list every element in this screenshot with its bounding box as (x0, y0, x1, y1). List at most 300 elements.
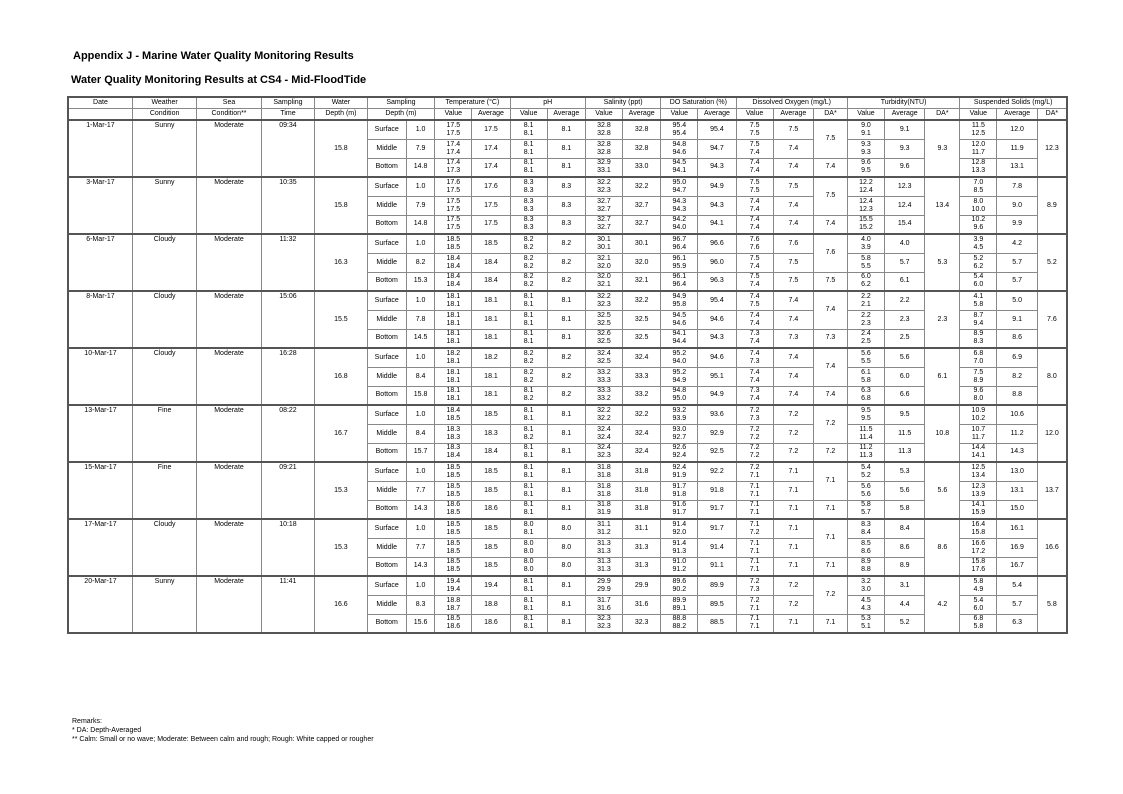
reading-value: 18.4 (446, 262, 461, 270)
weather-cell: Cloudy (132, 291, 196, 348)
reading-value: 18.5 (446, 520, 461, 528)
dissolved-oxygen-values (736, 557, 773, 576)
reading-value: 18.1 (446, 311, 461, 319)
reading-value: 8.1 (523, 501, 534, 509)
reading-value: 18.5 (446, 471, 461, 479)
do-saturation-values (661, 462, 698, 481)
temperature-average: 17.5 (472, 215, 510, 234)
reading-value: 14.1 (971, 501, 986, 509)
turbidity-values (847, 139, 884, 158)
salinity-values (585, 595, 622, 614)
reading-value: 29.9 (597, 585, 611, 593)
level-name-cell: Bottom (367, 557, 406, 576)
header-cell: Temperature (°C) (435, 97, 510, 109)
sampling-depth-cell: 1.0 (406, 291, 434, 310)
turbidity-average: 9.1 (885, 120, 925, 139)
level-name-cell: Bottom (367, 215, 406, 234)
reading-value: 8.2 (523, 281, 534, 289)
turbidity-average: 8.6 (885, 538, 925, 557)
ph-values (510, 424, 547, 443)
reading-value: 8.3 (973, 338, 984, 346)
ph-average: 8.1 (547, 139, 585, 158)
weather-cell: Sunny (132, 177, 196, 234)
do-saturation-values (661, 576, 698, 595)
dissolved-oxygen-values (736, 272, 773, 291)
dissolved-oxygen-bottom-da: 7.4 (814, 386, 848, 405)
reading-value: 12.0 (971, 140, 986, 148)
ph-values (510, 139, 547, 158)
turbidity-values (847, 519, 884, 538)
turbidity-average: 2.3 (885, 310, 925, 329)
reading-value: 92.0 (672, 528, 687, 536)
do-saturation-values (661, 595, 698, 614)
dissolved-oxygen-values (736, 139, 773, 158)
reading-value: 8.2 (523, 273, 534, 281)
temperature-average: 18.1 (472, 367, 510, 386)
turbidity-values (847, 215, 884, 234)
sea-condition-cell: Moderate (197, 405, 261, 462)
sampling-depth-cell: 15.8 (406, 386, 434, 405)
salinity-values (585, 386, 622, 405)
reading-value: 7.4 (749, 205, 760, 213)
reading-value: 96.1 (672, 273, 687, 281)
reading-value: 94.0 (672, 224, 687, 232)
reading-value: 5.2 (973, 254, 984, 262)
reading-value: 8.0 (523, 539, 534, 547)
date-cell: 3-Mar-17 (68, 177, 132, 234)
ph-values (510, 443, 547, 462)
reading-value: 8.2 (523, 395, 534, 403)
reading-value: 4.5 (973, 243, 984, 251)
sampling-depth-cell: 7.9 (406, 196, 434, 215)
suspended-solids-values (960, 519, 997, 538)
salinity-average: 30.1 (623, 234, 661, 253)
remark-da: * DA: Depth-Averaged (72, 727, 142, 734)
ph-average: 8.1 (547, 120, 585, 139)
turbidity-values (847, 196, 884, 215)
do-saturation-average: 92.2 (698, 462, 736, 481)
reading-value: 8.3 (523, 197, 534, 205)
dissolved-oxygen-average: 7.5 (773, 272, 813, 291)
reading-value: 8.1 (523, 167, 534, 175)
dissolved-oxygen-values (736, 443, 773, 462)
reading-value: 32.8 (597, 148, 611, 156)
table-row (68, 234, 1067, 253)
reading-value: 96.4 (672, 281, 687, 289)
reading-value: 18.4 (446, 452, 461, 460)
temperature-values (435, 158, 472, 177)
reading-value: 89.1 (672, 604, 687, 612)
reading-value: 8.1 (523, 615, 534, 623)
reading-value: 10.2 (971, 414, 986, 422)
date-cell: 10-Mar-17 (68, 348, 132, 405)
salinity-average: 31.8 (623, 462, 661, 481)
reading-value: 8.1 (523, 585, 534, 593)
dissolved-oxygen-da: 7.4 (814, 348, 848, 386)
reading-value: 4.3 (861, 604, 871, 612)
suspended-solids-values (960, 253, 997, 272)
header-subcell: Value (960, 109, 997, 121)
ph-values (510, 234, 547, 253)
reading-value: 5.8 (973, 577, 984, 585)
temperature-values (435, 291, 472, 310)
turbidity-average: 5.2 (885, 614, 925, 633)
reading-value: 8.0 (523, 520, 534, 528)
dissolved-oxygen-values (736, 177, 773, 196)
reading-value: 92.6 (672, 444, 687, 452)
ph-average: 8.3 (547, 215, 585, 234)
do-saturation-average: 92.9 (698, 424, 736, 443)
reading-value: 8.1 (523, 292, 534, 300)
suspended-solids-values (960, 557, 997, 576)
reading-value: 18.5 (446, 463, 461, 471)
sampling-depth-cell: 14.5 (406, 329, 434, 348)
do-saturation-average: 89.9 (698, 576, 736, 595)
ph-average: 8.2 (547, 272, 585, 291)
reading-value: 33.2 (597, 395, 611, 403)
sampling-depth-cell: 7.9 (406, 139, 434, 158)
salinity-values (585, 462, 622, 481)
reading-value: 8.2 (523, 262, 534, 270)
reading-value: 7.1 (749, 604, 760, 612)
reading-value: 15.8 (971, 528, 986, 536)
reading-value: 94.1 (672, 330, 687, 338)
reading-value: 11.5 (859, 425, 873, 433)
reading-value: 94.3 (672, 205, 687, 213)
level-name-cell: Middle (367, 253, 406, 272)
reading-value: 88.2 (672, 623, 687, 631)
do-saturation-average: 96.6 (698, 234, 736, 253)
reading-value: 95.0 (672, 178, 687, 186)
reading-value: 7.1 (749, 490, 760, 498)
reading-value: 32.1 (597, 281, 611, 289)
ph-values (510, 329, 547, 348)
reading-value: 11.2 (859, 444, 873, 452)
salinity-average: 32.2 (623, 405, 661, 424)
dissolved-oxygen-values (736, 481, 773, 500)
level-name-cell: Surface (367, 576, 406, 595)
dissolved-oxygen-bottom-da: 7.4 (814, 158, 848, 177)
temperature-average: 18.1 (472, 329, 510, 348)
reading-value: 9.6 (861, 159, 871, 167)
reading-value: 7.4 (749, 159, 760, 167)
reading-value: 8.1 (523, 452, 534, 460)
reading-value: 5.1 (861, 623, 871, 631)
level-name-cell: Middle (367, 196, 406, 215)
turbidity-values (847, 614, 884, 633)
dissolved-oxygen-da: 7.5 (814, 120, 848, 158)
ph-values (510, 177, 547, 196)
reading-value: 7.2 (749, 577, 760, 585)
reading-value: 5.4 (973, 596, 984, 604)
reading-value: 32.5 (597, 338, 611, 346)
turbidity-values (847, 500, 884, 519)
do-saturation-values (661, 120, 698, 139)
dissolved-oxygen-bottom-da: 7.1 (814, 614, 848, 633)
ph-values (510, 253, 547, 272)
reading-value: 15.2 (859, 224, 873, 232)
level-name-cell: Bottom (367, 386, 406, 405)
temperature-average: 19.4 (472, 576, 510, 595)
suspended-solids-average: 12.0 (997, 120, 1037, 139)
table-row (68, 405, 1067, 424)
reading-value: 91.2 (672, 566, 687, 574)
reading-value: 18.5 (446, 547, 461, 555)
reading-value: 8.3 (861, 520, 871, 528)
reading-value: 8.1 (523, 148, 534, 156)
date-cell: 20-Mar-17 (68, 576, 132, 633)
level-name-cell: Middle (367, 538, 406, 557)
sampling-depth-cell: 14.3 (406, 500, 434, 519)
do-saturation-values (661, 367, 698, 386)
header-cell: Sea (197, 97, 261, 109)
reading-value: 93.0 (672, 425, 687, 433)
reading-value: 7.3 (749, 387, 760, 395)
reading-value: 6.0 (861, 273, 871, 281)
reading-value: 31.1 (597, 520, 611, 528)
suspended-solids-values (960, 481, 997, 500)
dissolved-oxygen-average: 7.2 (773, 576, 813, 595)
suspended-solids-da: 13.7 (1037, 462, 1067, 519)
reading-value: 31.8 (597, 463, 611, 471)
reading-value: 18.5 (446, 235, 461, 243)
ph-values (510, 386, 547, 405)
reading-value: 2.4 (861, 330, 871, 338)
suspended-solids-average: 9.0 (997, 196, 1037, 215)
reading-value: 7.3 (749, 330, 760, 338)
reading-value: 7.2 (749, 433, 760, 441)
salinity-values (585, 519, 622, 538)
header-cell: Sampling (261, 97, 314, 109)
do-saturation-average: 95.4 (698, 120, 736, 139)
reading-value: 32.7 (597, 216, 611, 224)
salinity-average: 32.0 (623, 253, 661, 272)
sampling-depth-cell: 7.7 (406, 481, 434, 500)
reading-value: 92.4 (672, 463, 687, 471)
reading-value: 95.9 (672, 262, 687, 270)
reading-value: 5.4 (973, 273, 984, 281)
dissolved-oxygen-average: 7.6 (773, 234, 813, 253)
reading-value: 93.2 (672, 406, 687, 414)
salinity-values (585, 329, 622, 348)
sampling-depth-cell: 1.0 (406, 405, 434, 424)
ph-values (510, 595, 547, 614)
salinity-values (585, 272, 622, 291)
ph-average: 8.1 (547, 614, 585, 633)
reading-value: 8.1 (523, 129, 534, 137)
turbidity-values (847, 253, 884, 272)
reading-value: 6.1 (861, 368, 871, 376)
suspended-solids-values (960, 120, 997, 139)
do-saturation-values (661, 139, 698, 158)
reading-value: 6.8 (973, 349, 984, 357)
turbidity-average: 9.5 (885, 405, 925, 424)
salinity-values (585, 348, 622, 367)
dissolved-oxygen-average: 7.2 (773, 443, 813, 462)
suspended-solids-values (960, 595, 997, 614)
do-saturation-average: 96.0 (698, 253, 736, 272)
level-name-cell: Surface (367, 120, 406, 139)
reading-value: 32.8 (597, 140, 611, 148)
weather-cell: Cloudy (132, 348, 196, 405)
ph-average: 8.1 (547, 310, 585, 329)
temperature-average: 17.6 (472, 177, 510, 196)
reading-value: 12.2 (859, 178, 873, 186)
suspended-solids-da: 7.6 (1037, 291, 1067, 348)
suspended-solids-average: 9.1 (997, 310, 1037, 329)
reading-value: 6.8 (861, 395, 871, 403)
reading-value: 91.9 (672, 471, 687, 479)
ph-average: 8.2 (547, 234, 585, 253)
reading-value: 11.7 (971, 433, 985, 441)
reading-value: 18.1 (446, 300, 461, 308)
salinity-average: 33.2 (623, 386, 661, 405)
reading-value: 12.3 (971, 482, 986, 490)
reading-value: 18.5 (446, 539, 461, 547)
temperature-values (435, 424, 472, 443)
level-name-cell: Bottom (367, 329, 406, 348)
suspended-solids-average: 16.1 (997, 519, 1037, 538)
salinity-values (585, 557, 622, 576)
temperature-average: 18.3 (472, 424, 510, 443)
salinity-average: 32.4 (623, 348, 661, 367)
reading-value: 11.5 (971, 121, 985, 129)
ph-values (510, 158, 547, 177)
suspended-solids-average: 10.6 (997, 405, 1037, 424)
suspended-solids-da: 12.0 (1037, 405, 1067, 462)
reading-value: 9.5 (861, 406, 871, 414)
weather-cell: Cloudy (132, 234, 196, 291)
temperature-values (435, 614, 472, 633)
reading-value: 13.3 (971, 167, 986, 175)
do-saturation-values (661, 557, 698, 576)
dissolved-oxygen-values (736, 253, 773, 272)
temperature-average: 18.4 (472, 253, 510, 272)
water-depth-cell: 16.7 (315, 405, 367, 462)
reading-value: 7.4 (749, 281, 760, 289)
sampling-depth-cell: 14.8 (406, 215, 434, 234)
reading-value: 5.8 (861, 376, 871, 384)
header-row-bottom (68, 109, 1067, 121)
reading-value: 7.4 (749, 395, 760, 403)
reading-value: 94.7 (672, 186, 687, 194)
water-depth-cell: 15.8 (315, 120, 367, 177)
suspended-solids-values (960, 405, 997, 424)
reading-value: 14.4 (971, 444, 986, 452)
temperature-values (435, 329, 472, 348)
turbidity-values (847, 310, 884, 329)
reading-value: 12.5 (971, 463, 986, 471)
reading-value: 32.2 (597, 414, 611, 422)
reading-value: 29.9 (597, 577, 611, 585)
level-name-cell: Surface (367, 234, 406, 253)
header-subcell: Average (997, 109, 1037, 121)
suspended-solids-average: 16.9 (997, 538, 1037, 557)
suspended-solids-values (960, 158, 997, 177)
reading-value: 8.1 (523, 604, 534, 612)
ph-values (510, 310, 547, 329)
header-subcell: Value (736, 109, 773, 121)
ph-values (510, 481, 547, 500)
reading-value: 8.1 (523, 623, 534, 631)
table-title: Water Quality Monitoring Results at CS4 - Mid-FloodTide (71, 74, 367, 86)
reading-value: 33.3 (597, 387, 611, 395)
suspended-solids-values (960, 196, 997, 215)
table-row (68, 519, 1067, 538)
temperature-average: 18.5 (472, 481, 510, 500)
salinity-average: 31.3 (623, 538, 661, 557)
suspended-solids-average: 11.9 (997, 139, 1037, 158)
suspended-solids-values (960, 272, 997, 291)
reading-value: 13.9 (971, 490, 986, 498)
reading-value: 7.1 (749, 471, 760, 479)
sampling-time-cell: 10:18 (261, 519, 314, 576)
turbidity-values (847, 348, 884, 367)
temperature-average: 18.5 (472, 557, 510, 576)
reading-value: 18.4 (446, 254, 461, 262)
reading-value: 15.5 (859, 216, 873, 224)
header-subcell: Value (661, 109, 698, 121)
reading-value: 32.3 (597, 300, 611, 308)
temperature-values (435, 481, 472, 500)
dissolved-oxygen-average: 7.2 (773, 424, 813, 443)
reading-value: 5.6 (861, 349, 871, 357)
ph-average: 8.1 (547, 481, 585, 500)
ph-average: 8.1 (547, 500, 585, 519)
turbidity-values (847, 177, 884, 196)
reading-value: 7.3 (749, 414, 760, 422)
reading-value: 8.1 (523, 577, 534, 585)
reading-value: 30.1 (597, 235, 611, 243)
date-cell: 15-Mar-17 (68, 462, 132, 519)
salinity-values (585, 481, 622, 500)
suspended-solids-average: 16.7 (997, 557, 1037, 576)
reading-value: 31.8 (597, 471, 611, 479)
suspended-solids-average: 4.2 (997, 234, 1037, 253)
sampling-depth-cell: 1.0 (406, 120, 434, 139)
do-saturation-average: 94.6 (698, 310, 736, 329)
reading-value: 7.3 (749, 585, 760, 593)
do-saturation-average: 94.3 (698, 329, 736, 348)
reading-value: 16.4 (971, 520, 986, 528)
ph-values (510, 557, 547, 576)
reading-value: 10.9 (971, 406, 986, 414)
reading-value: 14.1 (971, 452, 986, 460)
dissolved-oxygen-average: 7.4 (773, 139, 813, 158)
turbidity-average: 5.3 (885, 462, 925, 481)
ph-values (510, 500, 547, 519)
water-depth-cell: 16.3 (315, 234, 367, 291)
reading-value: 9.3 (861, 148, 871, 156)
reading-value: 5.6 (861, 490, 871, 498)
header-cell: Weather (132, 97, 196, 109)
dissolved-oxygen-average: 7.4 (773, 215, 813, 234)
dissolved-oxygen-values (736, 386, 773, 405)
water-depth-cell: 15.5 (315, 291, 367, 348)
suspended-solids-average: 6.9 (997, 348, 1037, 367)
temperature-values (435, 405, 472, 424)
temperature-average: 18.8 (472, 595, 510, 614)
reading-value: 7.4 (749, 148, 760, 156)
reading-value: 18.4 (446, 281, 461, 289)
sampling-depth-cell: 15.6 (406, 614, 434, 633)
reading-value: 8.5 (861, 539, 871, 547)
suspended-solids-average: 5.4 (997, 576, 1037, 595)
salinity-values (585, 405, 622, 424)
reading-value: 32.7 (597, 205, 611, 213)
temperature-average: 18.1 (472, 386, 510, 405)
turbidity-values (847, 595, 884, 614)
